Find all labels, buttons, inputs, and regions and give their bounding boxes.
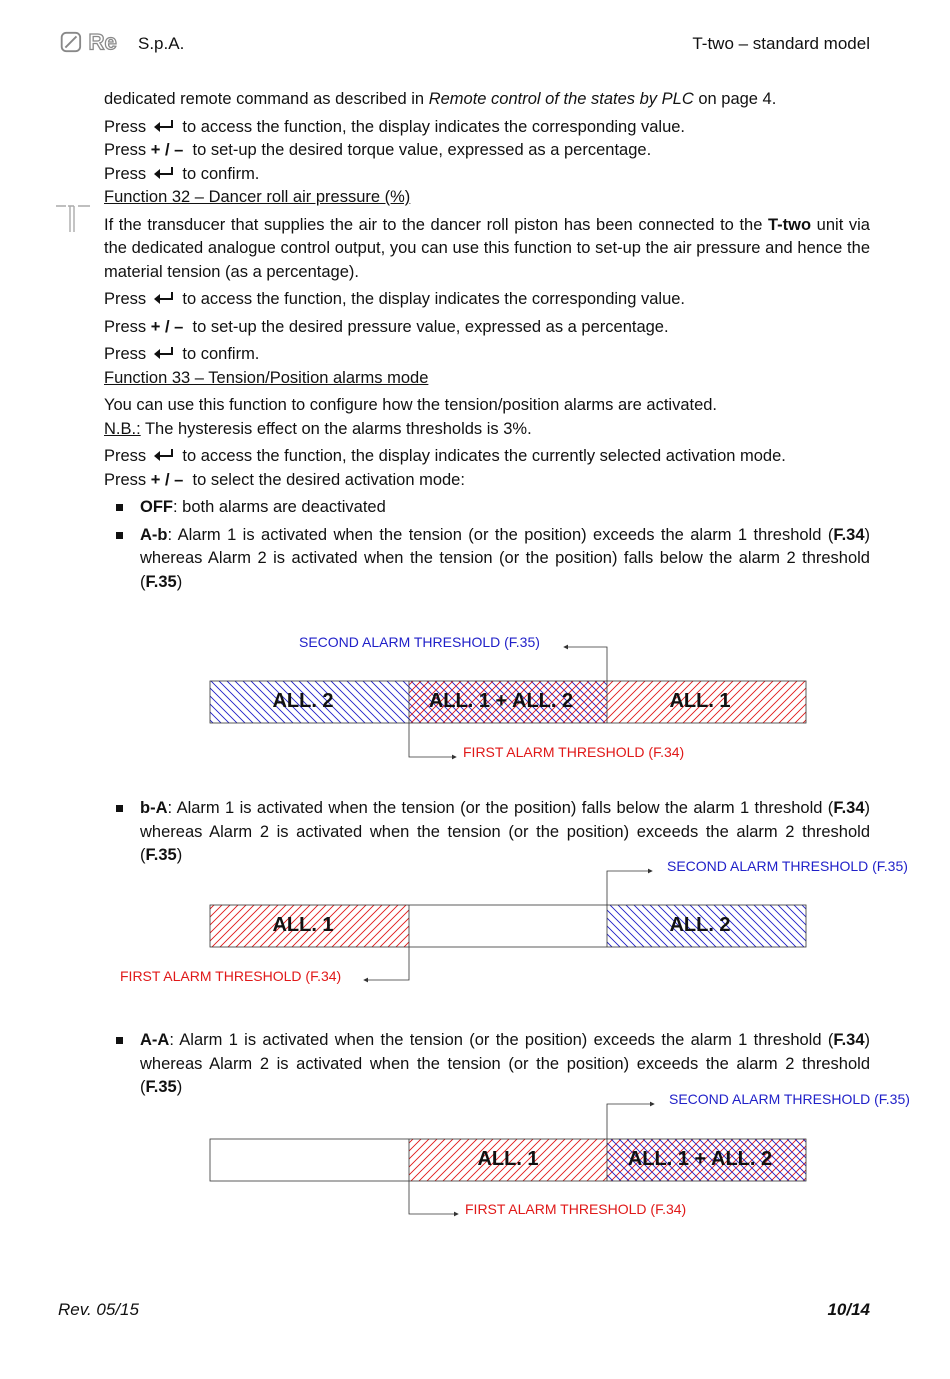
first-threshold-label: FIRST ALARM THRESHOLD (F.34) xyxy=(465,1201,687,1217)
zone-label: ALL. 1 xyxy=(272,914,334,936)
second-threshold-label: SECOND ALARM THRESHOLD (F.35) xyxy=(667,858,908,874)
alarm-bar xyxy=(0,1088,950,1228)
section-heading-f32: Function 32 – Dancer roll air pressure (%) xyxy=(104,188,411,206)
alarm-bar xyxy=(0,855,950,995)
enter-key-icon xyxy=(153,291,175,305)
zone-label: ALL. 1 xyxy=(477,1148,539,1170)
first-threshold-label: FIRST ALARM THRESHOLD (F.34) xyxy=(463,744,685,760)
instruction-line: Press to access the function, the display indicates the corresponding value. xyxy=(104,117,686,136)
revision-label: Rev. 05/15 xyxy=(58,1300,139,1319)
svg-text:Re: Re xyxy=(88,30,117,54)
f32-description: If the transducer that supplies the air to the dancer roll piston has been connected to the T-two unit via the dedicated analogue control output, you can use this function to set-up the air pressure and hence the material tension (as a percentage). xyxy=(104,215,870,281)
mode-a-b: A-b: Alarm 1 is activated when the tension (or the position) exceeds the alarm 1 threshold (F.34) whereas Alarm 2 is activated when the tension (or the position) falls below the alarm 2 threshold (F.35) xyxy=(104,524,870,595)
zone-label: ALL. 2 xyxy=(272,690,334,712)
enter-key-icon xyxy=(153,346,175,360)
diagram-b-a xyxy=(0,855,950,995)
document-title: T-two – standard model xyxy=(692,34,870,53)
second-threshold-label: SECOND ALARM THRESHOLD (F.35) xyxy=(299,634,540,650)
bullet-icon xyxy=(116,805,123,812)
page-header xyxy=(58,30,870,58)
enter-key-icon xyxy=(153,119,175,133)
zone-label: ALL. 1 + ALL. 2 xyxy=(627,1148,773,1170)
instruction-line: Press + / – to set-up the desired pressure value, expressed as a percentage. xyxy=(104,317,669,336)
instruction-line: Press to confirm. xyxy=(104,164,260,183)
nb-note: N.B.: The hysteresis effect on the alarms thresholds is 3%. xyxy=(104,419,532,438)
bullet-icon xyxy=(116,504,123,511)
page-content xyxy=(104,88,870,594)
mode-b-a: b-A: Alarm 1 is activated when the tension (or the position) falls below the alarm 1 threshold (F.34) whereas Alarm 2 is activated when the tension (or the position) exceeds the alarm 2 threshold (F.35) xyxy=(104,797,870,868)
bullet-icon xyxy=(116,1037,123,1044)
zone-label: ALL. 1 xyxy=(669,690,731,712)
second-threshold-label: SECOND ALARM THRESHOLD (F.35) xyxy=(669,1091,910,1107)
bullet-icon xyxy=(116,532,123,539)
first-threshold-label: FIRST ALARM THRESHOLD (F.34) xyxy=(120,968,342,984)
intro-line: dedicated remote command as described in Remote control of the states by PLC on page 4. xyxy=(104,90,777,108)
mode-off: OFF: both alarms are deactivated xyxy=(104,496,870,520)
company-name: S.p.A. xyxy=(138,34,185,53)
instruction-line: Press + / – to select the desired activation mode: xyxy=(104,470,465,489)
enter-key-icon xyxy=(153,166,175,180)
section-heading-f33: Function 33 – Tension/Position alarms mode xyxy=(104,368,429,387)
page-number: 10/14 xyxy=(827,1300,870,1319)
instruction-line: Press to access the function, the display indicates the currently selected activation mode. xyxy=(104,447,786,465)
zone-label: ALL. 2 xyxy=(669,914,731,936)
instruction-line: Press to confirm. xyxy=(104,345,260,363)
f33-description: You can use this function to configure how the tension/position alarms are activated. xyxy=(104,396,718,414)
mode-a-a: A-A: Alarm 1 is activated when the tension (or the position) exceeds the alarm 1 threshold (F.34) whereas Alarm 2 is activated when the tension (or the position) exceeds the alarm 2 threshold (F.35) xyxy=(104,1029,870,1100)
revision-bar-icon xyxy=(56,204,102,234)
diagram-a-b xyxy=(0,630,950,780)
instruction-line: Press to access the function, the display indicates the corresponding value. xyxy=(104,290,686,308)
enter-key-icon xyxy=(153,448,175,462)
diagram-a-a xyxy=(0,1088,950,1228)
company-logo xyxy=(58,30,130,54)
alarm-bar xyxy=(0,630,950,780)
instruction-line: Press + / – to set-up the desired torque value, expressed as a percentage. xyxy=(104,141,652,159)
zone-label: ALL. 1 + ALL. 2 xyxy=(428,690,574,712)
